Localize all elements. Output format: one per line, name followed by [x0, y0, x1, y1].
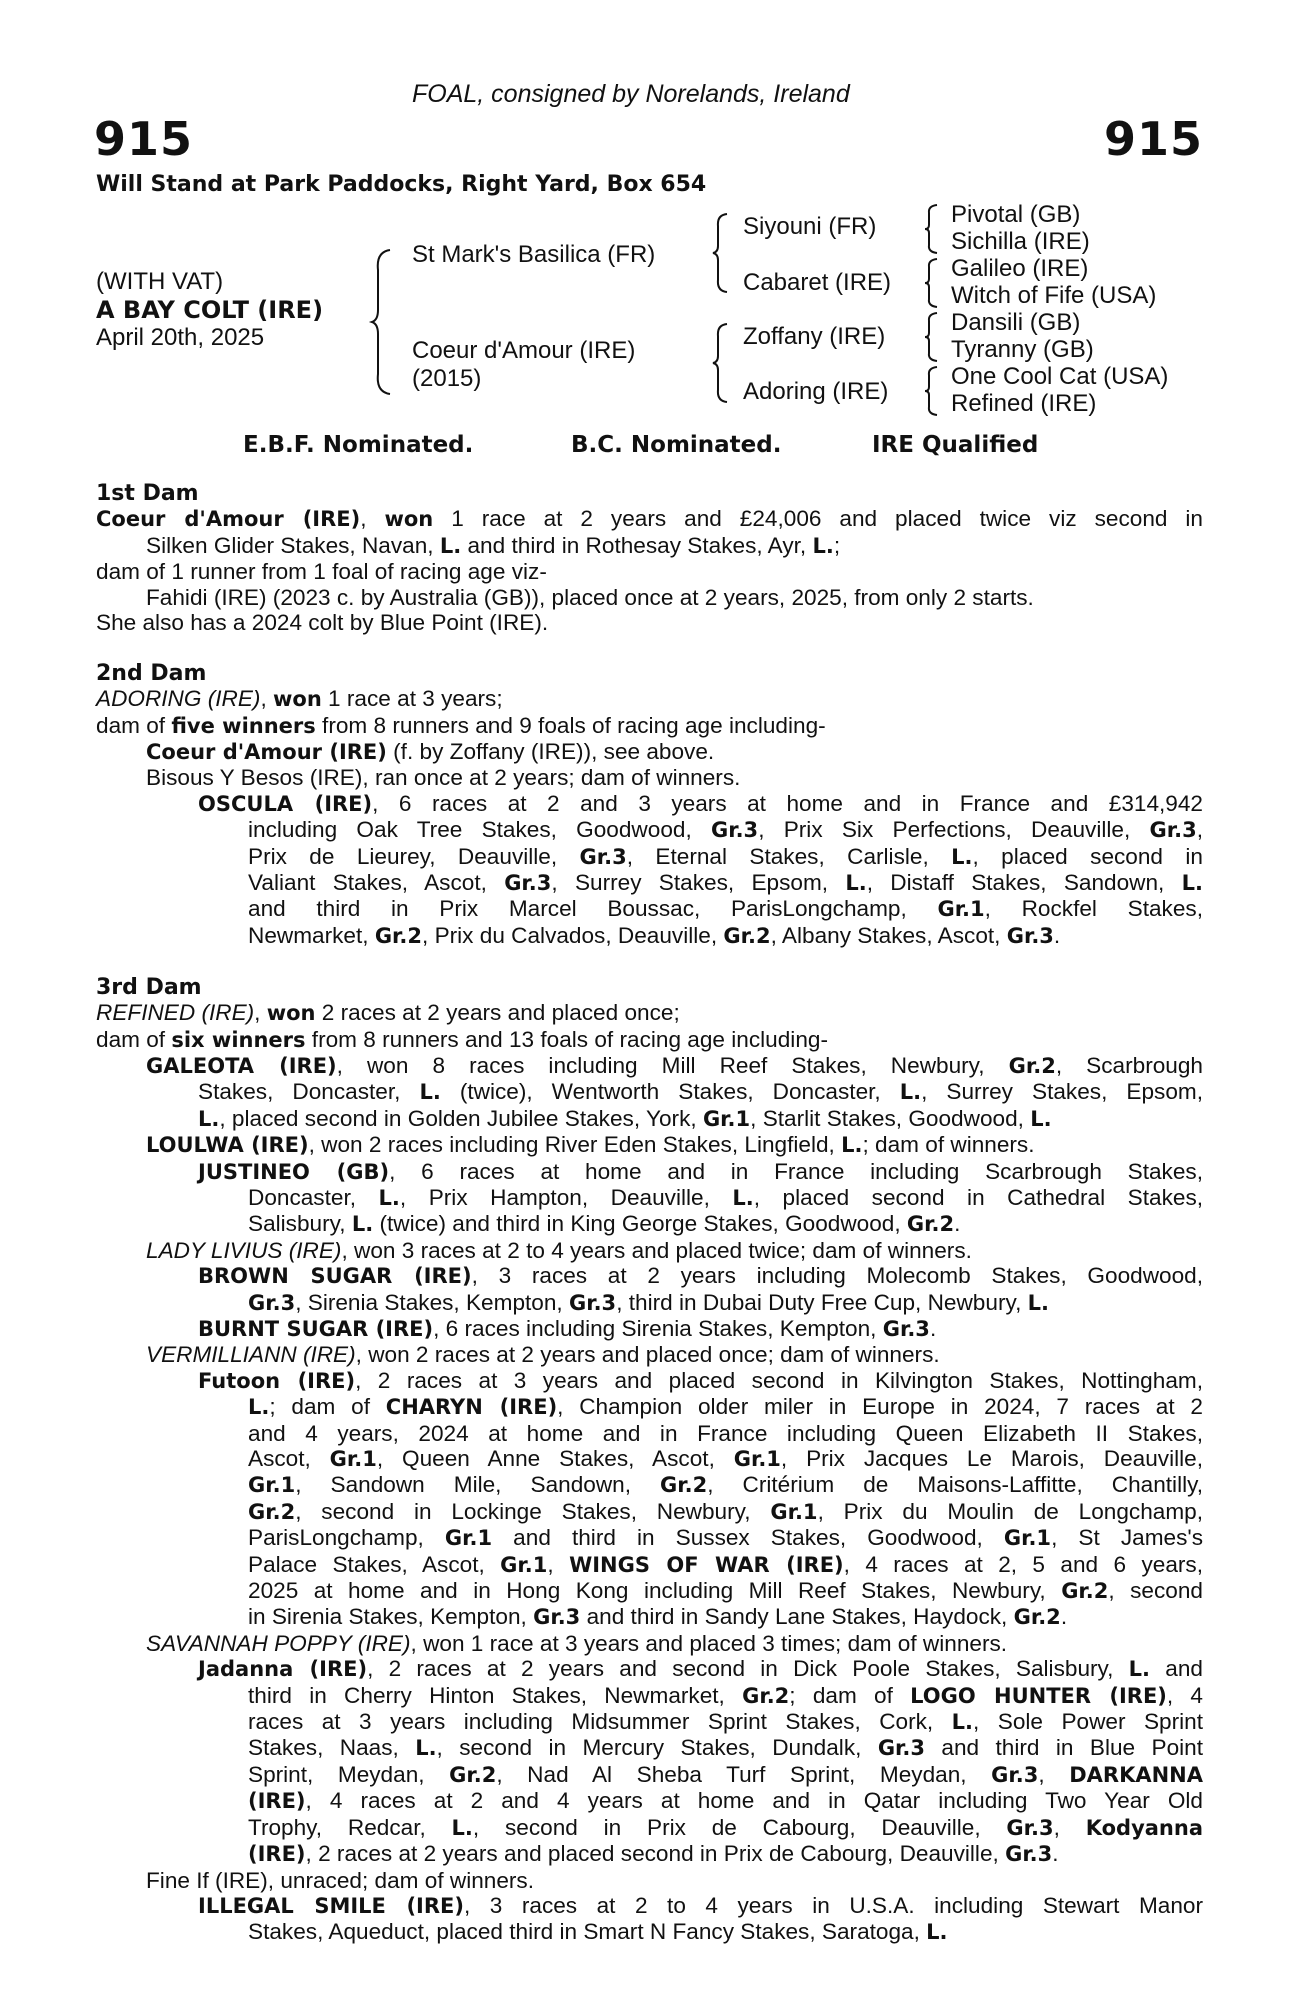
third-dam-line: [96, 1631, 1203, 1656]
text-run: (f. by Zoffany (IRE)), see above.: [386, 739, 715, 765]
bold-run: L.: [451, 1815, 473, 1840]
third-dam-line: [96, 1735, 1203, 1761]
third-dam-line: [96, 1342, 1203, 1367]
second-dam-line: [96, 765, 1203, 790]
bold-run: Gr.1: [329, 1447, 377, 1471]
text-run: Palace Stakes, Ascot,: [248, 1551, 501, 1577]
text-run: , Sole Power Sprint: [973, 1709, 1203, 1735]
bold-run: Gr.3: [533, 1605, 581, 1630]
first-dam-line: [96, 533, 1203, 559]
third-dam-line: [96, 1027, 1203, 1053]
third-dam-line: [96, 1709, 1203, 1735]
third-dam-line: [96, 1290, 1203, 1316]
bold-run: L.: [926, 1920, 948, 1945]
bold-run: LOGO HUNTER (IRE): [910, 1683, 1167, 1708]
text-run: , Surrey Stakes, Epsom,: [921, 1079, 1203, 1105]
bold-run: L.: [1181, 871, 1203, 896]
text-run: .: [1060, 1604, 1068, 1630]
third-dam-line: [96, 1788, 1203, 1814]
text-run: ; dam of winners.: [862, 1132, 1035, 1158]
text-run: Ascot,: [248, 1446, 330, 1471]
text-run: , 4: [1166, 1682, 1203, 1708]
third-dam-line: [96, 1263, 1203, 1289]
bold-run: L.: [419, 1080, 441, 1105]
text-run: Doncaster,: [248, 1184, 379, 1210]
text-run: , Sandown Mile, Sandown,: [295, 1472, 661, 1498]
bold-run: L.: [248, 1395, 270, 1420]
third-dam-line: [96, 1106, 1203, 1132]
third-dam-line: [96, 1000, 1203, 1026]
pedigree-g3-2: Sichilla (IRE): [951, 228, 1090, 255]
text-run: , 6 races including Sirenia Stakes, Kempton,: [433, 1315, 883, 1341]
third-dam-line: [96, 1316, 1203, 1342]
bold-run: BROWN SUGAR (IRE): [198, 1264, 472, 1289]
text-run: ,: [254, 1000, 267, 1026]
italic-run: REFINED (IRE): [96, 1000, 255, 1026]
italic-run: LADY LIVIUS (IRE): [146, 1237, 342, 1263]
bold-run: L.: [899, 1080, 922, 1105]
bold-run: Gr.3: [882, 1316, 930, 1341]
text-run: dam of 1 runner from 1 foal of racing age viz-: [96, 559, 547, 585]
text-run: and 4 years, 2024 at home and in France including Queen Elizabeth II Stakes,: [248, 1420, 1203, 1446]
third-dam-line: [96, 1394, 1203, 1420]
nomination-ire: IRE Qualified: [872, 432, 1039, 458]
bold-run: Gr.2: [1008, 1053, 1056, 1078]
bold-run: Gr.1: [770, 1499, 818, 1524]
text-run: , Prix Six Perfections, Deauville,: [758, 817, 1150, 843]
text-run: ; dam of: [269, 1394, 386, 1420]
text-run: , second in Mercury Stakes, Dundalk,: [436, 1735, 878, 1761]
text-run: , Albany Stakes, Ascot,: [770, 922, 1007, 948]
text-run: (twice) and third in King George Stakes, Goodwood,: [373, 1211, 907, 1237]
third-dam-line: [96, 1552, 1203, 1578]
bold-run: Gr.2: [449, 1762, 497, 1787]
third-dam-line: [96, 1919, 1203, 1945]
text-run: , 6 races at 2 and 3 years at home and in France and £314,942: [372, 790, 1203, 816]
pedigree-dam-dam: Adoring (IRE): [743, 378, 889, 405]
text-run: and third in Rothesay Stakes, Ayr,: [461, 532, 813, 558]
italic-run: ADORING (IRE): [96, 686, 261, 712]
text-run: .: [1053, 922, 1061, 948]
bold-run: Coeur d'Amour (IRE): [146, 740, 387, 765]
third-dam-line: [96, 1525, 1203, 1551]
second-dam-line: [96, 817, 1203, 843]
bold-run: Gr.2: [723, 923, 771, 948]
bold-run: JUSTINEO (GB): [198, 1159, 390, 1184]
text-run: , won 3 races at 2 to 4 years and placed twice; dam of winners.: [341, 1237, 972, 1263]
bold-run: Gr.3: [579, 844, 627, 869]
stand-location: Will Stand at Park Paddocks, Right Yard, Box 654: [96, 172, 707, 197]
bold-run: Gr.3: [248, 1290, 296, 1315]
text-run: ,: [1196, 817, 1203, 843]
text-run: .: [954, 1211, 961, 1237]
text-run: dam of: [96, 1026, 172, 1052]
bold-run: five winners: [171, 713, 316, 738]
bold-run: L.: [951, 844, 973, 869]
bold-run: Gr.1: [444, 1526, 493, 1551]
bold-run: L.: [1128, 1657, 1151, 1682]
text-run: , Prix du Moulin de Longchamp,: [817, 1498, 1203, 1524]
lot-number-right: 915: [1103, 112, 1203, 166]
text-run: , Critérium de Maisons-Laffitte, Chantilly,: [707, 1472, 1204, 1498]
text-run: Valiant Stakes, Ascot,: [248, 870, 505, 896]
pedigree-brace-g1: [924, 203, 940, 255]
third-dam-line: [96, 1841, 1203, 1867]
text-run: including Oak Tree Stakes, Goodwood,: [248, 817, 711, 843]
third-dam-line: [96, 1604, 1203, 1630]
text-run: Newmarket,: [248, 922, 375, 948]
second-dam-line: [96, 844, 1203, 870]
bold-run: Gr.3: [877, 1736, 926, 1761]
bold-run: L.: [415, 1736, 437, 1761]
bold-run: Gr.3: [568, 1290, 617, 1315]
bold-run: CHARYN (IRE): [385, 1395, 558, 1420]
bold-run: Gr.2: [742, 1683, 790, 1708]
consignor-line: FOAL, consigned by Norelands, Ireland: [412, 80, 850, 108]
text-run: , won 2 races at 2 years and placed once; dam of winners.: [355, 1342, 940, 1368]
text-run: , Prix Jacques Le Marois, Deauville,: [780, 1446, 1204, 1471]
third-dam-line: [96, 1893, 1203, 1919]
second-dam-line: [96, 923, 1203, 949]
text-run: Prix de Lieurey, Deauville,: [248, 843, 580, 869]
text-run: , second: [1108, 1578, 1203, 1604]
text-run: Silken Glider Stakes, Navan,: [146, 532, 440, 558]
text-run: races at 3 years including Midsummer Sprint Stakes, Cork,: [248, 1709, 952, 1735]
bold-run: six winners: [171, 1027, 306, 1052]
third-dam-line: [96, 1211, 1203, 1237]
text-run: from 8 runners and 9 foals of racing age including-: [315, 712, 826, 738]
first-dam-heading: 1st Dam: [96, 481, 199, 506]
pedigree-g3-5: Dansili (GB): [951, 309, 1081, 336]
second-dam-line: [96, 713, 1203, 739]
text-run: Fahidi (IRE) (2023 c. by Australia (GB)), placed once at 2 years, 2025, from only 2 starts.: [146, 584, 1034, 610]
italic-run: SAVANNAH POPPY (IRE): [146, 1630, 411, 1656]
bold-run: won: [273, 687, 322, 712]
third-dam-line: [96, 1815, 1203, 1841]
text-run: , Starlit Stakes, Goodwood,: [750, 1105, 1031, 1131]
bold-run: Coeur d'Amour (IRE): [96, 507, 361, 532]
text-run: Stakes, Doncaster,: [198, 1079, 420, 1105]
text-run: , third in Dubai Duty Free Cup, Newbury,: [616, 1289, 1028, 1315]
bold-run: Jadanna (IRE): [198, 1657, 368, 1682]
bold-run: Gr.1: [248, 1473, 296, 1498]
third-dam-line: [96, 1499, 1203, 1525]
pedigree-brace-g2: [924, 257, 940, 309]
pedigree-g3-6: Tyranny (GB): [951, 336, 1094, 363]
third-dam-line: [96, 1053, 1203, 1079]
second-dam-line: [96, 791, 1203, 817]
text-run: , 3 races at 2 years including Molecomb Stakes, Goodwood,: [471, 1263, 1203, 1289]
third-dam-line: [96, 1472, 1203, 1498]
horse-dob: April 20th, 2025: [96, 324, 265, 351]
pedigree-brace-g3: [924, 311, 940, 363]
bold-run: GALEOTA (IRE): [146, 1053, 337, 1078]
bold-run: L.: [378, 1185, 400, 1210]
text-run: .: [929, 1315, 937, 1341]
bold-run: won: [384, 507, 434, 532]
text-run: Stakes, Naas,: [248, 1735, 416, 1761]
text-run: , placed second in Cathedral Stakes,: [753, 1184, 1204, 1210]
second-dam-line: [96, 870, 1203, 896]
first-dam-line: [96, 506, 1203, 532]
bold-run: (IRE): [248, 1842, 306, 1867]
pedigree-dam-sire: Zoffany (IRE): [743, 323, 886, 350]
text-run: , placed second in: [972, 843, 1203, 869]
text-run: , Rockfel Stakes,: [984, 896, 1203, 922]
bold-run: L.: [1030, 1106, 1052, 1131]
text-run: ; dam of: [789, 1682, 911, 1708]
text-run: third in Cherry Hinton Stakes, Newmarket,: [248, 1682, 743, 1708]
text-run: She also has a 2024 colt by Blue Point (IRE).: [96, 610, 549, 636]
text-run: 2 races at 2 years and placed once;: [315, 1000, 680, 1026]
bold-run: L.: [812, 533, 834, 558]
second-dam-line: [96, 896, 1203, 922]
third-dam-line: [96, 1683, 1203, 1709]
text-run: , 4 races at 2, 5 and 6 years,: [843, 1551, 1203, 1577]
bold-run: BURNT SUGAR (IRE): [198, 1316, 434, 1341]
text-run: , 2 races at 2 years and second in Dick Poole Stakes, Salisbury,: [367, 1656, 1129, 1682]
bold-run: Gr.2: [1061, 1579, 1109, 1604]
third-dam-line: [96, 1421, 1203, 1446]
third-dam-line: [96, 1868, 1203, 1893]
bold-run: Gr.3: [504, 871, 552, 896]
third-dam-line: [96, 1578, 1203, 1604]
bold-run: Gr.2: [906, 1212, 955, 1237]
text-run: and third in Prix Marcel Boussac, ParisLongchamp,: [248, 896, 938, 922]
bold-run: Gr.2: [248, 1499, 296, 1524]
bold-run: Gr.3: [1005, 1842, 1053, 1867]
text-run: , won 1 race at 3 years and placed 3 times; dam of winners.: [410, 1630, 1008, 1656]
text-run: , Sirenia Stakes, Kempton,: [295, 1289, 569, 1315]
text-run: , Scarbrough: [1055, 1052, 1203, 1078]
text-run: ,: [260, 686, 273, 712]
bold-run: Gr.1: [500, 1552, 548, 1577]
text-run: ,: [360, 506, 385, 532]
pedigree-sire: St Mark's Basilica (FR): [412, 241, 656, 268]
text-run: ;: [833, 532, 841, 558]
text-run: , won 2 races including River Eden Stakes, Lingfield,: [308, 1132, 842, 1158]
bold-run: won: [266, 1001, 316, 1026]
vat-note: (WITH VAT): [96, 268, 224, 295]
bold-run: L.: [841, 1133, 863, 1158]
bold-run: Gr.1: [733, 1447, 781, 1471]
bold-run: Kodyanna: [1085, 1815, 1203, 1840]
nomination-ebf: E.B.F. Nominated.: [243, 432, 474, 458]
text-run: 2025 at home and in Hong Kong including Mill Reef Stakes, Newbury,: [248, 1578, 1062, 1604]
text-run: and third in Sussex Stakes, Goodwood,: [492, 1525, 1004, 1551]
pedigree-dam-year: (2015): [412, 365, 482, 392]
text-run: , Surrey Stakes, Epsom,: [551, 870, 846, 896]
bold-run: DARKANNA: [1069, 1762, 1204, 1787]
text-run: Salisbury,: [248, 1211, 352, 1237]
text-run: , St James's: [1051, 1525, 1203, 1551]
bold-run: OSCULA (IRE): [198, 791, 373, 816]
text-run: , 6 races at home and in France including Scarbrough Stakes,: [389, 1158, 1203, 1184]
text-run: , Champion older miler in Europe in 2024, 7 races at 2: [557, 1394, 1203, 1420]
bold-run: Gr.1: [1003, 1526, 1052, 1551]
bold-run: Gr.1: [937, 897, 985, 922]
text-run: in Sirenia Stakes, Kempton,: [248, 1604, 534, 1630]
text-run: , placed second in Golden Jubilee Stakes, York,: [219, 1105, 703, 1131]
text-run: Trophy, Redcar,: [248, 1814, 452, 1840]
text-run: ,: [547, 1551, 570, 1577]
lot-number-left: 915: [94, 112, 194, 166]
bold-run: Futoon (IRE): [198, 1368, 356, 1393]
bold-run: Gr.2: [374, 923, 423, 948]
bold-run: LOULWA (IRE): [146, 1133, 309, 1158]
text-run: , 2 races at 2 years and placed second in Prix de Cabourg, Deauville,: [305, 1841, 1006, 1867]
first-dam-line: [96, 585, 1203, 610]
bold-run: Gr.3: [1006, 1815, 1054, 1840]
second-dam-line: [96, 739, 1203, 765]
third-dam-line: [96, 1159, 1203, 1185]
pedigree-sire-dam: Cabaret (IRE): [743, 269, 892, 296]
text-run: , second in Lockinge Stakes, Newbury,: [295, 1498, 771, 1524]
catalogue-body: [96, 481, 1203, 1946]
bold-run: Gr.2: [1013, 1605, 1061, 1630]
third-dam-line: [96, 1238, 1203, 1263]
bold-run: L.: [951, 1710, 974, 1735]
third-dam-line: [96, 1656, 1203, 1682]
text-run: , Distaff Stakes, Sandown,: [866, 870, 1182, 896]
pedigree-brace-sire: [712, 212, 730, 294]
text-run: .: [1052, 1841, 1059, 1867]
third-dam-line: [96, 1132, 1203, 1158]
text-run: (twice), Wentworth Stakes, Doncaster,: [440, 1079, 900, 1105]
text-run: Stakes, Aqueduct, placed third in Smart N Fancy Stakes, Saratoga,: [248, 1919, 927, 1945]
first-dam-line: [96, 610, 1203, 635]
bold-run: Gr.3: [1149, 818, 1197, 843]
second-dam-heading: 2nd Dam: [96, 660, 207, 686]
text-run: , 3 races at 2 to 4 years in U.S.A. including Stewart Manor: [463, 1892, 1203, 1918]
text-run: , Eternal Stakes, Carlisle,: [626, 843, 952, 869]
pedigree-g3-7: One Cool Cat (USA): [951, 363, 1169, 390]
bold-run: Gr.3: [1006, 923, 1054, 948]
bold-run: (IRE): [248, 1789, 306, 1814]
pedigree-brace-g4: [924, 365, 940, 417]
pedigree-brace-dam: [712, 322, 730, 404]
text-run: and: [1150, 1656, 1203, 1682]
text-run: Bisous Y Besos (IRE), ran once at 2 years; dam of winners.: [146, 765, 741, 791]
pedigree-brace-main: [370, 248, 394, 396]
bold-run: L.: [732, 1185, 754, 1210]
text-run: , Nad Al Sheba Turf Sprint, Meydan,: [496, 1761, 992, 1787]
third-dam-line: [96, 1368, 1203, 1394]
text-run: Fine If (IRE), unraced; dam of winners.: [146, 1867, 535, 1893]
bold-run: L.: [1027, 1290, 1049, 1315]
bold-run: L.: [351, 1212, 374, 1237]
text-run: Sprint, Meydan,: [248, 1761, 450, 1787]
third-dam-line: [96, 1446, 1203, 1472]
bold-run: WINGS OF WAR (IRE): [569, 1552, 844, 1577]
bold-run: L.: [845, 871, 867, 896]
third-dam-line: [96, 1762, 1203, 1788]
text-run: 1 race at 2 years and £24,006 and placed twice viz second in: [433, 506, 1203, 532]
text-run: and third in Blue Point: [925, 1735, 1203, 1761]
horse-name: A BAY COLT (IRE): [96, 296, 324, 324]
text-run: , Prix du Calvados, Deauville,: [422, 922, 724, 948]
text-run: , second in Prix de Cabourg, Deauville,: [472, 1814, 1007, 1840]
text-run: and third in Sandy Lane Stakes, Haydock,: [580, 1604, 1014, 1630]
text-run: , 4 races at 2 and 4 years at home and in Qatar including Two Year Old: [305, 1788, 1203, 1814]
second-dam-line: [96, 686, 1203, 712]
text-run: ,: [1038, 1761, 1070, 1787]
first-dam-line: [96, 559, 1203, 584]
pedigree-g3-1: Pivotal (GB): [951, 201, 1081, 228]
italic-run: VERMILLIANN (IRE): [146, 1342, 356, 1368]
text-run: ,: [1053, 1814, 1086, 1840]
bold-run: L.: [439, 533, 462, 558]
text-run: from 8 runners and 13 foals of racing age including-: [305, 1026, 828, 1052]
text-run: , Queen Anne Stakes, Ascot,: [376, 1446, 734, 1471]
text-run: ParisLongchamp,: [248, 1525, 445, 1551]
bold-run: Gr.1: [702, 1106, 751, 1131]
nomination-bc: B.C. Nominated.: [571, 432, 782, 458]
bold-run: L.: [198, 1106, 220, 1131]
pedigree-dam: Coeur d'Amour (IRE): [412, 337, 636, 364]
third-dam-heading: 3rd Dam: [96, 974, 202, 1000]
bold-run: ILLEGAL SMILE (IRE): [198, 1893, 464, 1918]
text-run: , Prix Hampton, Deauville,: [399, 1184, 733, 1210]
bold-run: Gr.3: [991, 1762, 1039, 1787]
pedigree-g3-8: Refined (IRE): [951, 390, 1097, 417]
pedigree-sire-sire: Siyouni (FR): [743, 213, 877, 240]
third-dam-line: [96, 1185, 1203, 1211]
text-run: 1 race at 3 years;: [321, 686, 503, 712]
bold-run: Gr.2: [660, 1473, 708, 1498]
text-run: , 2 races at 3 years and placed second in Kilvington Stakes, Nottingham,: [355, 1367, 1203, 1393]
third-dam-line: [96, 1079, 1203, 1105]
pedigree-g3-3: Galileo (IRE): [951, 255, 1089, 282]
pedigree-g3-4: Witch of Fife (USA): [951, 282, 1157, 309]
text-run: dam of: [96, 712, 172, 738]
bold-run: Gr.3: [710, 818, 759, 843]
text-run: , won 8 races including Mill Reef Stakes, Newbury,: [336, 1052, 1009, 1078]
